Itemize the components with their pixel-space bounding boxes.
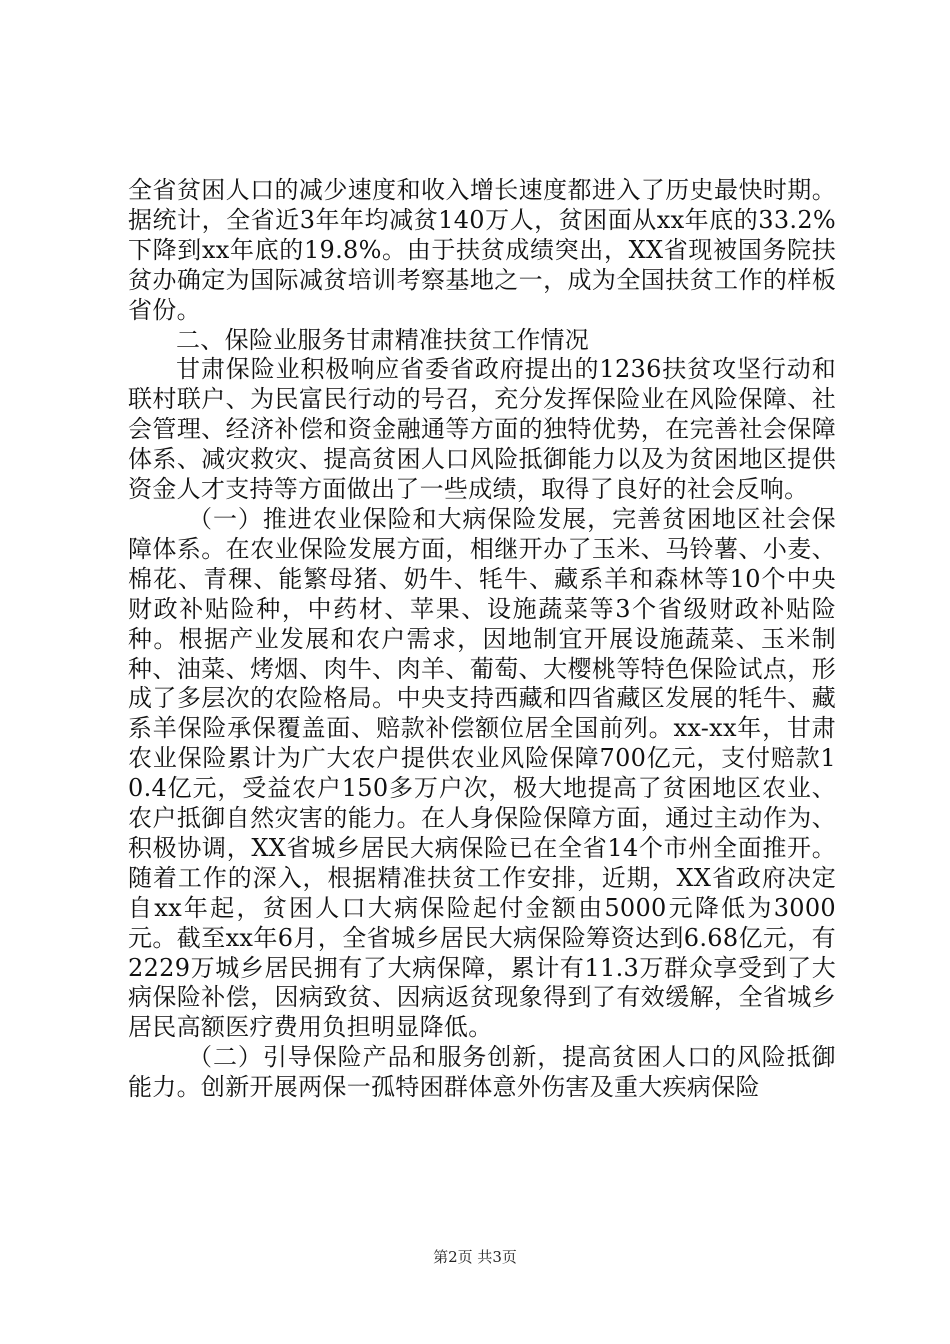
- page-number-label: 第2页 共3页: [433, 1248, 517, 1266]
- paragraph-subsection-2: （二）引导保险产品和服务创新，提高贫困人口的风险抵御能力。创新开展两保一孤特困群体意外伤害及重大疾病保险: [128, 1043, 836, 1102]
- document-body: [128, 176, 836, 1103]
- section-heading: 二、保险业服务甘肃精准扶贫工作情况: [176, 325, 590, 354]
- paragraph-subsection-1: （一）推进农业保险和大病保险发展，完善贫困地区社会保障体系。在农业保险发展方面，相继开办了玉米、马铃薯、小麦、棉花、青稞、能繁母猪、奶牛、牦牛、藏系羊和森林等10个中央财政补贴险种，中药材、苹果、设施蔬菜等3个省级财政补贴险种。根据产业发展和农户需求，因地制宜开展设施蔬菜、玉米制种、油菜、烤烟、肉牛、肉羊、葡萄、大樱桃等特色保险试点，形成了多层次的农险格局。中央支持西藏和四省藏区发展的牦牛、藏系羊保险承保覆盖面、赔款补偿额位居全国前列。xx-xx年，甘肃农业保险累计为广大农户提供农业风险保障700亿元，支付赔款10.4亿元，受益农户150多万户次，极大地提高了贫困地区农业、农户抵御自然灾害的能力。在人身保险保障方面，通过主动作为、积极协调，XX省城乡居民大病保险已在全省14个市州全面推开。随着工作的深入，根据精准扶贫工作安排，近期，XX省政府决定自xx年起，贫困人口大病保险起付金额由5000元降低为3000元。截至xx年6月，全省城乡居民大病保险筹资达到6.68亿元，有2229万城乡居民拥有了大病保障，累计有11.3万群众享受到了大病保险补偿，因病致贫、因病返贫现象得到了有效缓解，全省城乡居民高额医疗费用负担明显降低。: [128, 504, 836, 1042]
- paragraph-overview: 甘肃保险业积极响应省委省政府提出的1236扶贫攻坚行动和联村联户、为民富民行动的号召，充分发挥保险业在风险保障、社会管理、经济补偿和资金融通等方面的独特优势，在完善社会保障体系、减灾救灾、提高贫困人口风险抵御能力以及为贫困地区提供资金人才支持等方面做出了一些成绩，取得了良好的社会反响。: [128, 355, 836, 504]
- page-footer: [0, 1246, 950, 1267]
- paragraph-intro: 全省贫困人口的减少速度和收入增长速度都进入了历史最快时期。据统计，全省近3年年均减贫140万人，贫困面从xx年底的33.2%下降到xx年底的19.8%。由于扶贫成绩突出，XX省现被国务院扶贫办确定为国际减贫培训考察基地之一，成为全国扶贫工作的样板省份。: [128, 176, 836, 324]
